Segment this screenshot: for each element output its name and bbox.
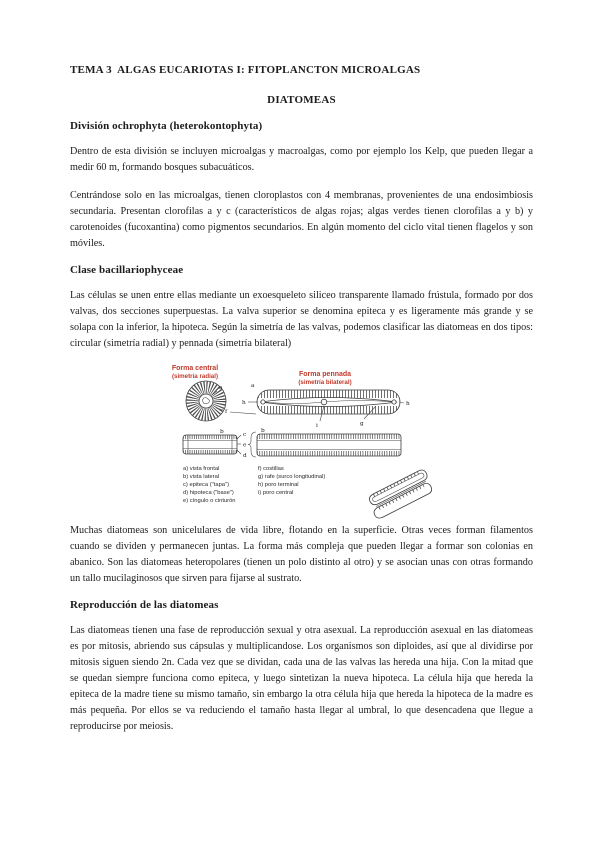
paragraph-clase-2: Muchas diatomeas son unicelulares de vida libre, flotando en la superficie. Otras veces forman filamentos cuando se dividen y permanecen juntas. La forma más compleja que pueden llegar a formar son colonias en abanico. Son las diatomeas heteropolares (tienen un polo distinto al otro) y se asocian unas con otras formando un tallo mucilaginosos que sirven para fijarse al sustrato. xyxy=(70,525,533,584)
heading-clase-bacillariophyceae: Clase bacillariophyceae xyxy=(70,264,184,276)
legend-item: d) hipoteca ("base") xyxy=(183,490,234,496)
girdle-part-labels xyxy=(237,432,256,459)
document-title: TEMA 3 ALGAS EUCARIOTAS I: FITOPLANCTON MICROALGAS xyxy=(70,64,421,76)
marker-b-pennate: b xyxy=(261,428,265,434)
marker-c: c xyxy=(243,432,247,438)
label-forma-central-sub: (simetría radial) xyxy=(171,373,219,380)
diatom-figure-svg xyxy=(130,362,470,519)
document-subtitle: DIATOMEAS xyxy=(267,94,336,106)
marker-g: g xyxy=(360,421,364,427)
label-forma-pennada-sub: (simetría bilateral) xyxy=(298,379,352,386)
marker-a-pennate: a xyxy=(251,383,255,389)
marker-e: e xyxy=(243,442,247,449)
diatom-pennate-valve-view xyxy=(242,383,410,429)
diatom-central-valve-view xyxy=(186,381,226,421)
label-forma-central: Forma central xyxy=(171,365,219,372)
paragraph-clase-1: Las células se unen entre ellas mediante un exoesqueleto siliceo transparente llamado frústula, formado por dos valvas, dos secciones superpuestas. La valva superior se denomina epiteca y es ligeramente más grande y se solapa con la inferior, la hipoteca. Según la simetría de las valvas, podemos clasificar las diatomeas en dos tipos: circular (simetría radial) y pennada (simetría bilateral) xyxy=(70,290,533,349)
legend-item: e) cíngulo o cinturón xyxy=(183,498,236,504)
label-forma-pennada: Forma pennada xyxy=(298,371,352,378)
marker-b-central: b xyxy=(220,429,224,435)
figure-legend xyxy=(183,466,325,504)
marker-d: d xyxy=(243,453,247,459)
marker-a: a xyxy=(219,385,223,391)
heading-division-ochrophyta: División ochrophyta (heterokontophyta) xyxy=(70,120,263,132)
marker-h-right: h xyxy=(406,401,410,407)
paragraph-division-2: Centrándose solo en las microalgas, tienen cloroplastos con 4 membranas, provenientes de una endosimbiosis secundaria. Presentan clorofilas a y c (característicos de algas rojas; algas verdes tienen clorofilas a y b) y carotenoides (fucoxantina) como pigmentos secundarios. En algún momento del ciclo vital tienen flagelos y son móviles. xyxy=(70,190,533,249)
legend-item: c) epiteca ("tapa") xyxy=(183,482,230,488)
marker-h-left: h xyxy=(242,400,246,406)
diatom-figure xyxy=(130,362,533,519)
marker-f: f xyxy=(225,409,228,415)
paragraph-division-1: Dentro de esta división se incluyen microalgas y macroalgas, como por ejemplo los Kelp, que pueden llegar a medir 60 m, formando bosques subacuáticos. xyxy=(70,146,533,173)
valve-3d-drawing xyxy=(366,468,435,519)
legend-item: g) rafe (surco longitudinal) xyxy=(258,474,326,480)
girdle-view-central xyxy=(183,429,237,454)
legend-item: i) poro central xyxy=(258,490,294,496)
legend-item: b) vista lateral xyxy=(183,474,220,480)
legend-item: h) poro terminal xyxy=(258,482,299,488)
legend-item: a) vista frontal xyxy=(183,466,220,472)
marker-i: i xyxy=(316,423,318,429)
heading-reproduccion: Reproducción de las diatomeas xyxy=(70,599,219,611)
paragraph-reproduccion-1: Las diatomeas tienen una fase de reproducción sexual y otra asexual. La reproducción asexual en las diatomeas es por mitosis, abriendo sus cápsulas y multiplicandose. Los organismos son diploides, así que al dividirse por mitosis siguen siendo 2n. Cada vez que se dividan, cada una de las valvas las hereda una hija. Con la mitad que se quedan siempre funciona como epiteca, y luego sintetizan la nueva hipoteca. La célula hija que hereda la epiteca de la madre tiene su mismo tamaño, sin embargo la otra célula hija que hereda la hipoteca de la madre es más pequeña. Por ellos se va reduciendo el tamaño hasta llegar al umbral, lo que desencadena que llegue a reproducirse por meiosis. xyxy=(70,625,533,732)
girdle-view-pennate xyxy=(257,428,401,456)
legend-item: f) costillas xyxy=(258,466,284,472)
